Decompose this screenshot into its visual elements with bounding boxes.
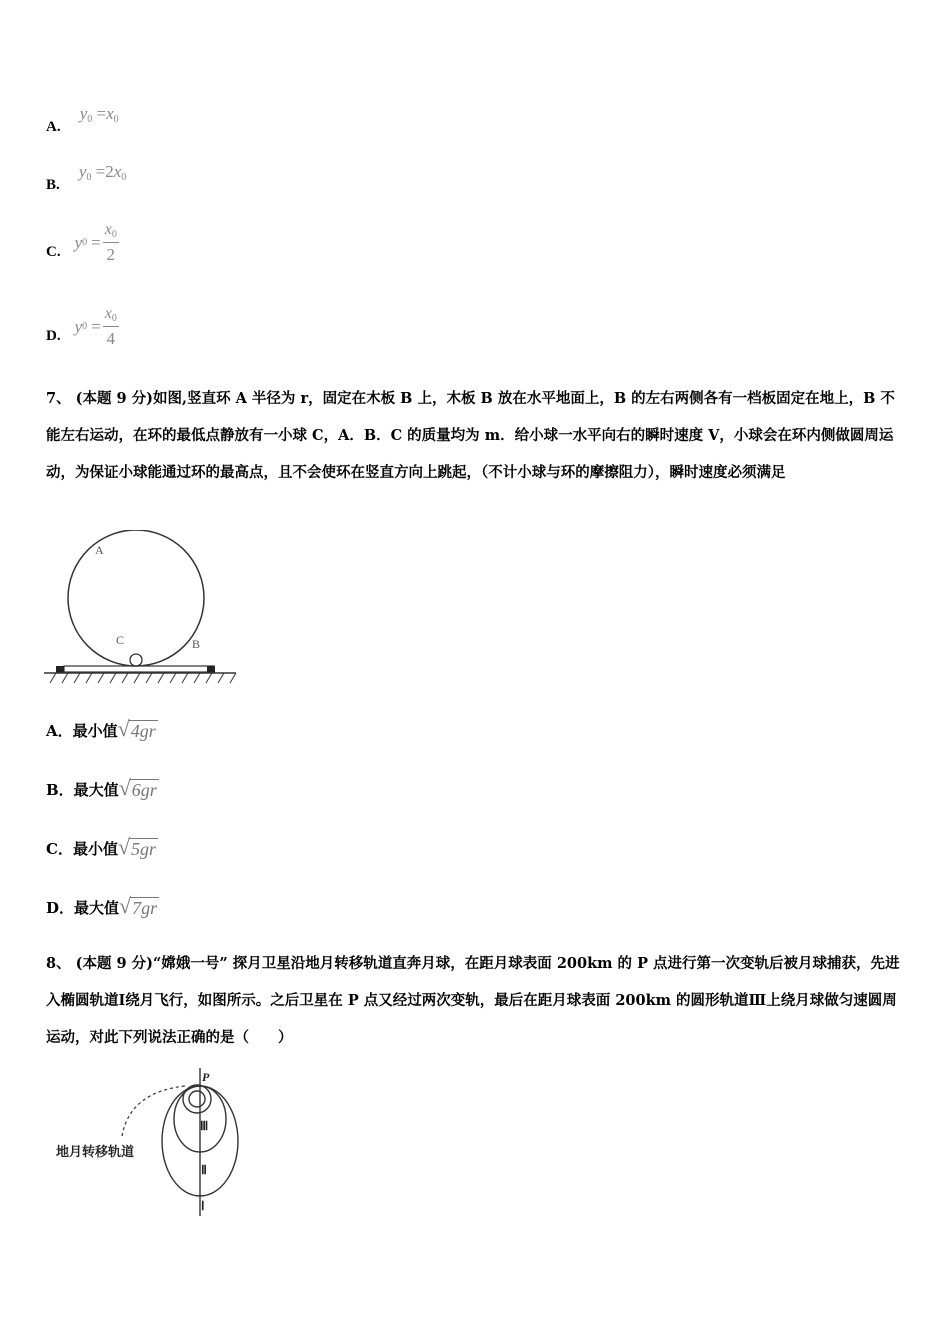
formula: $y_0 =x_0$ xyxy=(79,104,119,125)
label-transfer-orbit: 地月转移轨道 xyxy=(56,1145,135,1160)
label-orbit-1: Ⅰ xyxy=(201,1199,205,1213)
sqrt-formula: √ 7gr xyxy=(119,893,158,918)
q6-option-b xyxy=(46,162,127,193)
q6-option-d xyxy=(46,306,119,347)
formula: y 0 = $\frac{x_0}{4}$ xyxy=(74,305,117,348)
ring-a xyxy=(68,530,204,666)
q7-option-a xyxy=(46,718,158,741)
q6-option-a xyxy=(46,104,119,135)
label-p: P xyxy=(202,1070,210,1084)
orbit-3 xyxy=(183,1085,211,1113)
label-orbit-3: Ⅲ xyxy=(200,1119,209,1133)
option-label: A. xyxy=(46,119,61,135)
q7-option-d xyxy=(46,895,159,918)
q7-option-c xyxy=(46,836,158,859)
option-label: C. xyxy=(46,244,61,260)
q7-option-b xyxy=(46,777,159,800)
label-a: A xyxy=(95,543,104,557)
q7-text: 7、 (本题 9 分)如图,竖直环 A 半径为 r，固定在木板 B 上，木板 B 放在水平地面上，B 的左右两侧各有一档板固定在地上，B 不能左右运动，在环的最低点静放有一小球 C，A．B．C 的质量均为 m．给小球一水平向右的瞬时速度 V，小球会在环内侧做圆周运动，为保证小球能通过环的最高点，且不会使环在竖直方向上跳起，（不计小球与环的摩擦阻力），瞬时速度必须满足 xyxy=(46,390,895,481)
formula: $y_0 =2x_0$ xyxy=(78,162,127,183)
sqrt-formula: √ 6gr xyxy=(118,775,157,800)
q7-figure-ring-on-board xyxy=(44,530,239,685)
option-label: D．最大值 xyxy=(46,899,120,917)
label-c: C xyxy=(116,633,125,647)
q8-figure-lunar-orbits xyxy=(50,1064,260,1220)
ground-hatching xyxy=(50,673,236,683)
option-label: A．最小值 xyxy=(46,722,118,740)
option-label: B. xyxy=(46,177,60,193)
stopper-left xyxy=(56,666,64,673)
sqrt-formula: √ 4gr xyxy=(117,716,156,741)
formula: y 0 = $\frac{x_0}{2}$ xyxy=(74,221,117,264)
label-orbit-2: Ⅱ xyxy=(201,1163,207,1177)
sqrt-formula: √ 5gr xyxy=(117,834,157,859)
label-b: B xyxy=(192,637,201,651)
ball-c xyxy=(130,654,142,666)
board-b xyxy=(64,666,214,672)
option-label: D. xyxy=(46,328,61,344)
moon xyxy=(189,1091,205,1107)
option-label: C．最小值 xyxy=(46,840,118,858)
q8-text: 8、 (本题 9 分)“嫦娥一号” 探月卫星沿地月转移轨道直奔月球，在距月球表面 200km 的 P 点进行第一次变轨后被月球捕获，先进入椭圆轨道Ⅰ绕月飞行，如图所示。之后卫星在 P 点又经过两次变轨，最后在距月球表面 200km 的圆形轨道Ⅲ上绕月球做匀速圆周运动，对此下列说法正确的是（ ） xyxy=(46,955,900,1046)
q6-option-c xyxy=(46,222,119,263)
stopper-right xyxy=(207,666,215,673)
option-label: B．最大值 xyxy=(46,781,119,799)
